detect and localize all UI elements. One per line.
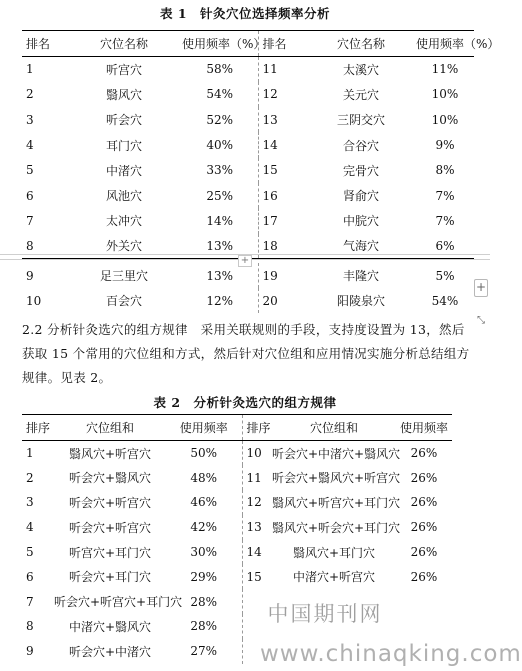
table1-row xyxy=(22,183,474,208)
table1-cell-name: 耳门穴 xyxy=(105,138,142,153)
table1-continued-cell-frequency-2: 5% xyxy=(435,268,455,283)
table1-cell-rank: 7 xyxy=(26,213,34,228)
table2-cell-rank: 6 xyxy=(26,569,34,584)
table2-cell-rank: 1 xyxy=(26,446,34,461)
table1-row xyxy=(22,208,474,233)
table1-header-point-name-2: 穴位名称 xyxy=(306,31,416,57)
table1-header-rank: 排名 xyxy=(22,31,66,57)
table1-cell-frequency: 58% xyxy=(206,62,234,77)
table1-header-frequency: 使用频率（%） xyxy=(182,31,258,57)
table2-cell-frequency: 28% xyxy=(190,594,218,609)
table1-cell-name-2: 太溪穴 xyxy=(342,62,379,77)
table2-row xyxy=(22,490,452,515)
table1[interactable] xyxy=(22,30,500,259)
table2-body xyxy=(22,441,452,664)
table1-cell-name-2: 中脘穴 xyxy=(342,214,379,229)
table1-cell-frequency-2: 7% xyxy=(435,188,455,203)
table2-cell-name: 听会穴+中渚穴 xyxy=(68,644,152,659)
table1-continued-cell-name: 足三里穴 xyxy=(99,269,148,283)
table2-cell-frequency: 50% xyxy=(190,446,218,461)
table1-cell-frequency-2: 10% xyxy=(431,112,459,127)
table2-header-order-2: 排序 xyxy=(242,415,272,441)
table1-continued-cell-rank-2: 19 xyxy=(258,263,306,288)
table1-cell-frequency: 52% xyxy=(206,112,234,127)
table1-cell-name-2: 气海穴 xyxy=(306,234,416,259)
table2-header-frequency-2: 使用频率 xyxy=(396,415,452,441)
table2-cell-frequency: 30% xyxy=(190,545,218,560)
table1-header-rank-2: 排名 xyxy=(258,31,306,57)
table2-header-row xyxy=(22,415,452,441)
table1-cell-rank-2: 18 xyxy=(258,234,306,259)
table1-cell-name: 风池穴 xyxy=(105,189,142,204)
table1-header-row xyxy=(22,31,474,57)
table2-cell-rank: 3 xyxy=(26,495,34,510)
table1-cell-frequency-2: 8% xyxy=(435,163,455,178)
table1-continued-body xyxy=(22,263,474,313)
table2-cell-frequency-2: 26% xyxy=(410,470,438,485)
table1-cell-rank: 5 xyxy=(26,163,34,178)
table2-cell-frequency-2: 26% xyxy=(410,545,438,560)
table2-cell-rank: 7 xyxy=(26,594,34,609)
table1-cell-rank: 8 xyxy=(22,234,66,259)
table2-cell-name: 听会穴+耳门穴 xyxy=(68,570,152,585)
table2-cell-frequency: 42% xyxy=(190,520,218,535)
table2-cell-frequency: 48% xyxy=(190,470,218,485)
table2-cell-name: 听会穴+听宫穴+耳门穴 xyxy=(54,595,183,610)
table1-cell-name-2: 完骨穴 xyxy=(342,163,379,178)
table1-cell-frequency-2: 11% xyxy=(431,62,459,77)
table1-cell-frequency: 40% xyxy=(206,138,234,153)
table1-cell-name-2: 三阴交穴 xyxy=(336,113,385,128)
table1-header-point-name: 穴位名称 xyxy=(66,31,182,57)
table2-cell-name-2: 中渚穴+听宫穴 xyxy=(292,570,376,585)
table1-cell-frequency-2: 6% xyxy=(416,234,474,259)
table1-cell-name: 翳风穴 xyxy=(105,87,142,102)
table1-cell-frequency: 33% xyxy=(206,163,234,178)
table1-row xyxy=(22,82,474,107)
body-paragraph: 2.2 分析针灸选穴的组方规律 采用关联规则的手段，支持度设置为 13，然后获取 15 个常用的穴位组和方式，然后针对穴位组和应用情况实施分析总结组方规律。见表 2。 xyxy=(22,322,470,385)
table2-cell-frequency-2: 26% xyxy=(410,446,438,461)
table1-cell-frequency: 54% xyxy=(206,87,234,102)
table1-cell-name-2: 合谷穴 xyxy=(342,138,379,153)
table2-cell-frequency: 28% xyxy=(190,619,218,634)
table2-header-combination: 穴位组和 xyxy=(54,415,166,441)
table2-cell-name: 中渚穴+翳风穴 xyxy=(68,619,152,634)
table2-cell-name: 听会穴+翳风穴 xyxy=(68,471,152,486)
table2-cell-name: 听宫穴+耳门穴 xyxy=(68,545,152,560)
watermark-url: www.chinaqking.com xyxy=(260,641,522,667)
table2-caption: 表 2 分析针灸选穴的组方规律 xyxy=(153,395,337,410)
table2-cell-name: 翳风穴+听宫穴 xyxy=(68,446,152,461)
table1-cell-rank: 3 xyxy=(26,112,34,127)
table2-cell-rank-2: 12 xyxy=(242,490,272,515)
table1-continued-cell-name-2: 丰隆穴 xyxy=(342,269,379,283)
table1-cell-rank-2: 11 xyxy=(258,57,306,82)
table2-cell-rank: 2 xyxy=(26,470,34,485)
table2-row xyxy=(22,515,452,540)
table1-row xyxy=(22,158,474,183)
table2-cell-rank: 4 xyxy=(26,520,34,535)
table1-cell-rank-2: 14 xyxy=(258,132,306,157)
table2-cell-name-2: 翳风穴+耳门穴 xyxy=(292,545,376,560)
watermark-text: 中国期刊网 xyxy=(267,602,383,626)
table2-header-order: 排序 xyxy=(22,415,54,441)
table1-cell-name: 太冲穴 xyxy=(105,214,142,229)
table1-cell-frequency-2: 7% xyxy=(435,213,455,228)
table1-cell-name: 听会穴 xyxy=(105,113,142,128)
table1-cell-rank-2: 17 xyxy=(258,208,306,233)
table2-cell-name: 听会穴+听宫穴 xyxy=(68,495,152,510)
table1-continued-cell-rank: 10 xyxy=(26,293,42,308)
table1-cell-name: 中渚穴 xyxy=(105,163,142,178)
table2-cell-rank-2: 14 xyxy=(242,540,272,565)
table2-cell-frequency-2 xyxy=(396,589,452,614)
table1-continued-cell-frequency-2: 54% xyxy=(431,293,459,308)
table1-cell-name: 听宫穴 xyxy=(105,62,142,77)
table1-row xyxy=(22,107,474,132)
table2-cell-frequency: 27% xyxy=(190,644,218,659)
table2-cell-rank-2: 10 xyxy=(242,441,272,466)
table1-cell-name: 外关穴 xyxy=(66,234,182,259)
table1-cell-rank: 6 xyxy=(26,188,34,203)
table1-cell-rank: 4 xyxy=(26,138,34,153)
table1-continued-cell-rank: 9 xyxy=(26,268,34,283)
table1-continued-cell-frequency: 13% xyxy=(206,268,234,283)
table2-cell-frequency-2: 26% xyxy=(410,520,438,535)
table1-continued-cell-rank-2: 20 xyxy=(258,288,306,313)
table2-cell-rank-2: 11 xyxy=(242,465,272,490)
table1-continued-row xyxy=(22,288,474,313)
add-row-icon[interactable]: + xyxy=(474,279,488,297)
table-move-handle-icon[interactable]: + xyxy=(238,255,252,267)
table1-continued-cell-name-2: 阳陵泉穴 xyxy=(336,294,385,308)
table2-header-combination-2: 穴位组和 xyxy=(272,415,396,441)
table1-cell-rank-2: 15 xyxy=(258,158,306,183)
table1-cell-rank: 1 xyxy=(26,62,34,77)
table-resize-icon[interactable]: ⤡ xyxy=(477,315,485,326)
table1-cell-frequency-2: 10% xyxy=(431,87,459,102)
table1-cell-name-2: 关元穴 xyxy=(342,87,379,102)
table1-body xyxy=(22,57,474,259)
table2-cell-rank-2: 13 xyxy=(242,515,272,540)
table2-cell-frequency: 29% xyxy=(190,569,218,584)
table1-cell-frequency: 13% xyxy=(182,234,258,259)
table1-continued[interactable] xyxy=(22,263,474,313)
table2-row xyxy=(22,441,452,466)
table2-cell-frequency: 46% xyxy=(190,495,218,510)
table2-cell-rank: 8 xyxy=(26,619,34,634)
table2-row xyxy=(22,465,452,490)
table1-cell-frequency: 14% xyxy=(206,213,234,228)
table1-cell-frequency-2: 9% xyxy=(435,138,455,153)
table2-cell-frequency-2: 26% xyxy=(410,495,438,510)
table1-cell-rank-2: 16 xyxy=(258,183,306,208)
table1-caption: 表 1 针灸穴位选择频率分析 xyxy=(159,6,331,21)
table2-cell-rank: 5 xyxy=(26,545,34,560)
table2-cell-frequency-2: 26% xyxy=(410,569,438,584)
table1-row xyxy=(22,132,474,157)
table1-continued-cell-name: 百会穴 xyxy=(105,294,142,308)
table2-cell-name: 听会穴+听宫穴 xyxy=(68,520,152,535)
table2-cell-name-2: 翳风穴+听宫穴+耳门穴 xyxy=(272,495,401,510)
table2-cell-rank: 9 xyxy=(26,644,34,659)
table1-cell-name-2: 肾俞穴 xyxy=(342,189,379,204)
table2-cell-name-2: 听会穴+翳风穴+听宫穴 xyxy=(272,471,401,486)
table2-row xyxy=(22,564,452,589)
table1-cell-rank-2: 13 xyxy=(258,107,306,132)
table2-cell-rank-2: 15 xyxy=(242,564,272,589)
table2-cell-frequency-2 xyxy=(396,614,452,639)
table1-continued-row xyxy=(22,263,474,288)
table1-continued-cell-frequency: 12% xyxy=(206,293,234,308)
table1-header-frequency-2: 使用频率（%） xyxy=(416,31,474,57)
table1-cell-rank: 2 xyxy=(26,87,34,102)
table2-cell-name-2: 翳风穴+听会穴+耳门穴 xyxy=(272,520,401,535)
table2-header-frequency: 使用频率 xyxy=(166,415,242,441)
table1-cell-frequency: 25% xyxy=(206,188,234,203)
table1-cell-rank-2: 12 xyxy=(258,82,306,107)
table1-row xyxy=(22,57,474,82)
table2-row xyxy=(22,540,452,565)
table2-cell-name-2: 听会穴+中渚穴+翳风穴 xyxy=(272,446,401,461)
